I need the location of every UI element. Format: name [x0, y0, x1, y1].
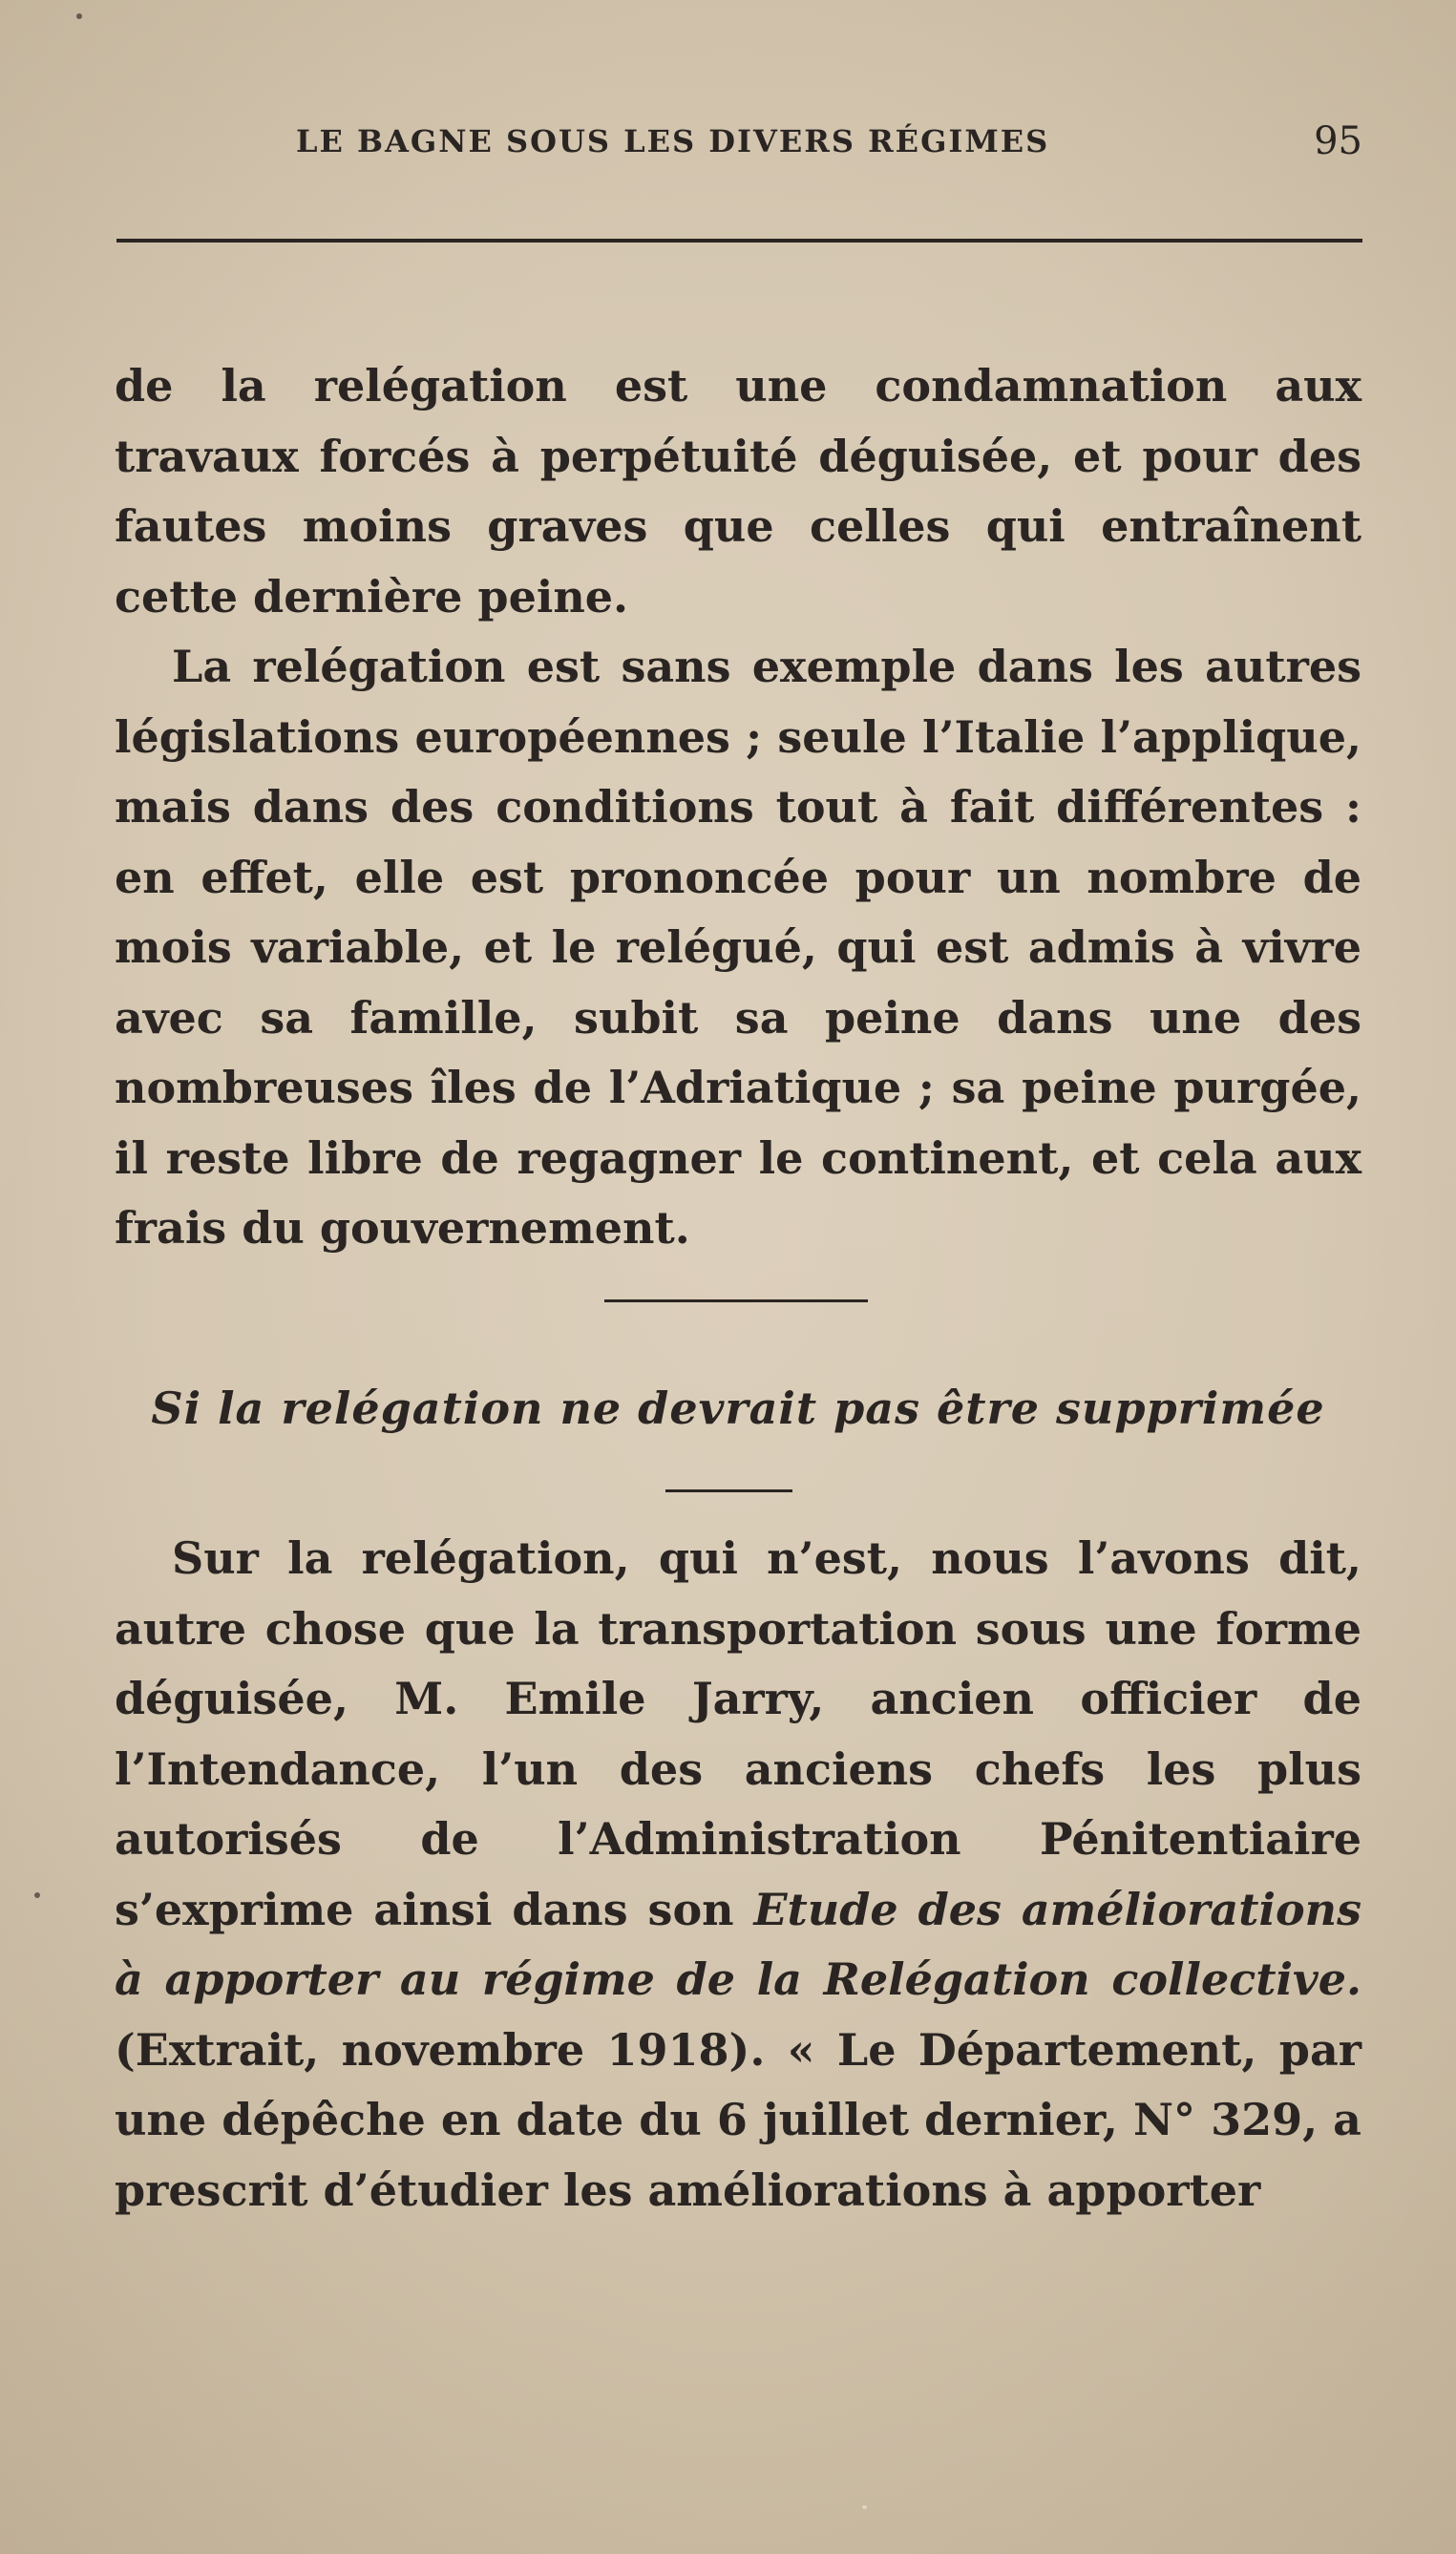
section-divider-top: [604, 1299, 868, 1302]
paragraph-text: Sur la relégation, qui n’est, nous l’avons dit, autre chose que la transportation sous une forme déguisée, M. Emile Jarry, ancien officier de l’Intendance, l’un des anciens chefs les plus autorisés de l’Administration Pénitentiaire s’exprime ainsi dans son: [115, 1532, 1361, 1935]
text-block-relegation: [115, 351, 1361, 1264]
header-rule: [116, 239, 1362, 243]
page-number: 95: [1314, 119, 1362, 163]
page-header: [116, 113, 1362, 170]
paper-speck: [862, 2505, 867, 2509]
section-divider-bottom: [665, 1489, 792, 1492]
paper-speck: [76, 13, 82, 19]
paragraph: de la relégation est une condamnation aux travaux forcés à perpétuité déguisée, et pour des fautes moins graves que celles qui entraînent cette dernière peine.: [115, 360, 1361, 623]
text-block-jarry: [115, 1524, 1361, 2226]
paper-speck: [34, 1892, 40, 1898]
paragraph: La relégation est sans exemple dans les autres législations européennes ; seule l’Italie l’applique, mais dans des conditions tout à fait différentes : en effet, elle est prononcée pour un nombre de mois variable, et le relégué, qui est admis à vivre avec sa famille, subit sa peine dans une des nombreuses îles de l’Adriatique ; sa peine purgée, il reste libre de regagner le continent, et cela aux frais du gouvernement.: [115, 641, 1361, 1254]
paragraph-text: (Extrait, novembre 1918). « Le Département, par une dépêche en date du 6 juillet dernier, N° 329, a prescrit d’étudier les améliorations à apporter: [115, 2023, 1361, 2216]
work-title: Etude des améliorations à apporter au régime de la Relégation collective.: [115, 1883, 1361, 2005]
paragraph: [115, 1524, 1361, 2226]
section-title: Si la relégation ne devrait pas être supprimée: [151, 1383, 1325, 1434]
running-head: LE BAGNE SOUS LES DIVERS RÉGIMES: [296, 123, 1050, 159]
